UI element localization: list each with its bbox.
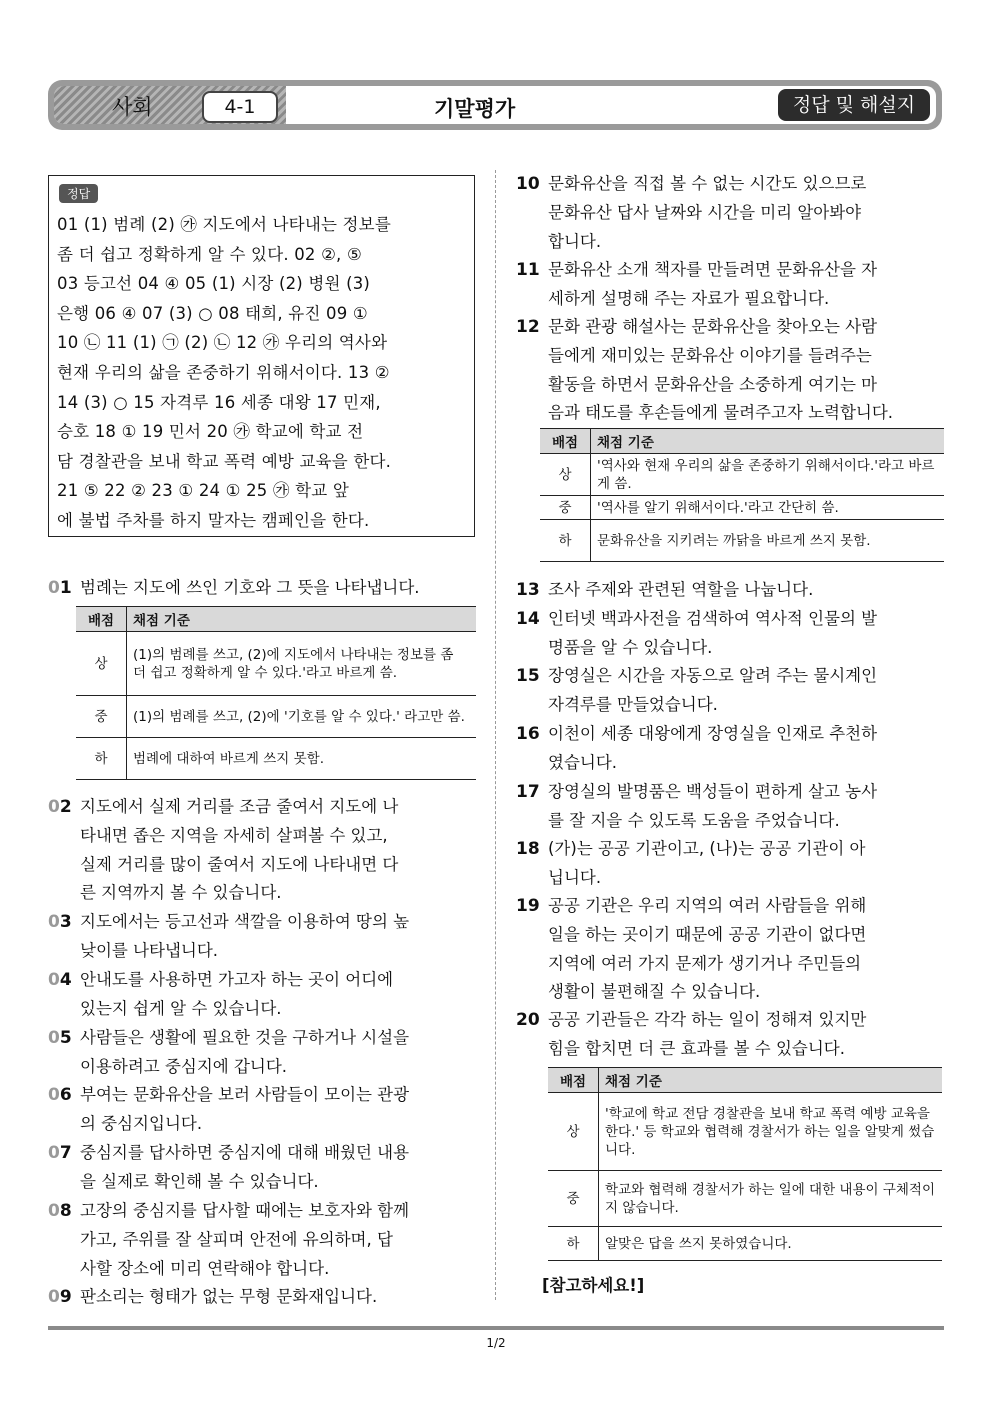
explanation-line: 세하게 설명해 주는 자료가 필요합니다. (548, 288, 830, 308)
explanation-line: 범례는 지도에 쓰인 기호와 그 뜻을 나타냅니다. (80, 578, 420, 597)
answer-tag: 정답 (59, 184, 98, 203)
explanation-line: 일을 하는 곳이기 때문에 공공 기관이 없다면 (548, 924, 867, 944)
explanation-line: 공공 기관들은 각각 하는 일이 정해져 있지만 (548, 1010, 867, 1029)
explanation-19 (516, 892, 946, 1007)
explanation-10 (516, 170, 946, 256)
explanation-line: 있는지 쉽게 알 수 있습니다. (80, 998, 282, 1018)
column-divider (495, 170, 496, 1300)
answer-line: 03 등고선 04 ④ 05 (1) 시장 (2) 병원 (3) (57, 274, 371, 294)
explanation-14 (516, 605, 946, 663)
rubric-grade: 중 (76, 696, 127, 738)
footer-rule (48, 1326, 944, 1330)
answer-line: 좀 더 쉽고 정확하게 알 수 있다. 02 ②, ⑤ (57, 244, 362, 264)
answer-line: 은행 06 ④ 07 (3) ○ 08 태희, 유진 09 ① (57, 303, 368, 323)
rubric-grade: 중 (540, 496, 591, 520)
reference-note: [참고하세요!] (542, 1276, 645, 1295)
explanation-line: 자격루를 만들었습니다. (548, 694, 718, 714)
explanation-line: 낮이를 나타냅니다. (80, 940, 219, 960)
explanation-18 (516, 835, 946, 893)
explanation-line: 고장의 중심지를 답사할 때에는 보호자와 함께 (80, 1201, 410, 1220)
rubric-header-grade: 배점 (540, 429, 591, 454)
rubric-grade: 하 (540, 520, 591, 562)
rubric-grade: 하 (548, 1227, 599, 1261)
explanation-line: 문화유산 소개 책자를 만들려면 문화유산을 자 (548, 260, 878, 279)
header-subject-panel (54, 86, 286, 124)
page-number: 1/2 (486, 1336, 506, 1350)
item-number: 09 (48, 1287, 72, 1307)
explanation-line: 지도에서 실제 거리를 조금 줄여서 지도에 나 (80, 797, 399, 816)
explanation-line: 을 실제로 확인해 볼 수 있습니다. (80, 1171, 319, 1191)
subject-label: 사회 (112, 95, 153, 119)
explanation-line: 문화유산을 직접 볼 수 없는 시간도 있으므로 (548, 174, 867, 193)
explanation-line: 인터넷 백과사전을 검색하여 역사적 인물의 발 (548, 609, 878, 628)
explanation-line: 들에게 재미있는 문화유산 이야기를 들려주는 (548, 345, 872, 365)
explanation-line: 이천이 세종 대왕에게 장영실을 인재로 추천하 (548, 724, 878, 743)
explanation-02 (48, 793, 478, 908)
rubric-criteria: (1)의 범례를 쓰고, (2)에 지도에서 나타내는 정보를 좀 더 쉽고 정확하게 알 수 있다.'라고 바르게 씀. (127, 632, 477, 696)
explanation-line: 활동을 하면서 문화유산을 소중하게 여기는 마 (548, 374, 878, 394)
explanation-line: 이용하려고 중심지에 갑니다. (80, 1056, 288, 1076)
explanation-line: 사할 장소에 미리 연락해야 합니다. (80, 1258, 330, 1278)
rubric-table-01 (76, 606, 476, 780)
explanation-line: 생활이 불편해질 수 있습니다. (548, 982, 761, 1002)
item-number: 18 (516, 839, 540, 859)
rubric-grade: 상 (76, 632, 127, 696)
explanation-20 (516, 1006, 946, 1064)
item-number: 02 (48, 797, 72, 817)
explanation-08 (48, 1197, 478, 1283)
rubric-header-criteria: 채점 기준 (127, 607, 477, 632)
item-number: 08 (48, 1201, 72, 1221)
answer-line: 현재 우리의 삶을 존중하기 위해서이다. 13 ② (57, 362, 390, 382)
explanation-line: 장영실의 발명품은 백성들이 편하게 살고 농사 (548, 782, 878, 801)
explanation-line: (가)는 공공 기관이고, (나)는 공공 기관이 아 (548, 839, 866, 858)
header-bar (48, 80, 942, 130)
explanation-line: 부여는 문화유산을 보러 사람들이 모이는 관광 (80, 1085, 410, 1104)
answer-line: 에 불법 주차를 하지 말자는 캠페인을 한다. (57, 510, 370, 530)
rubric-criteria: (1)의 범례를 쓰고, (2)에 '기호를 알 수 있다.' 라고만 씀. (127, 696, 477, 738)
page-title: 기말평가 (434, 97, 516, 121)
explanation-line: 명품을 알 수 있습니다. (548, 637, 713, 657)
explanation-line: 닙니다. (548, 867, 602, 887)
explanation-line: 지역에 여러 가지 문제가 생기거나 주민들의 (548, 953, 862, 973)
rubric-criteria: '역사와 현재 우리의 삶을 존중하기 위해서이다.'라고 바르게 씀. (591, 454, 945, 496)
explanation-11 (516, 256, 946, 314)
explanation-07 (48, 1139, 478, 1197)
rubric-grade: 상 (548, 1093, 599, 1171)
rubric-header-criteria: 채점 기준 (591, 429, 945, 454)
rubric-header-grade: 배점 (76, 607, 127, 632)
explanation-01 (48, 574, 478, 603)
explanation-line: 른 지역까지 볼 수 있습니다. (80, 883, 282, 903)
explanation-line: 가고, 주위를 잘 살피며 안전에 유의하며, 답 (80, 1229, 393, 1249)
rubric-criteria: 알맞은 답을 쓰지 못하였습니다. (599, 1227, 943, 1261)
explanation-16 (516, 720, 946, 778)
rubric-grade: 상 (540, 454, 591, 496)
rubric-grade: 하 (76, 738, 127, 780)
item-number: 01 (48, 578, 72, 598)
explanation-15 (516, 662, 946, 720)
explanation-09 (48, 1283, 478, 1312)
rubric-criteria: 문화유산을 지키려는 까닭을 바르게 쓰지 못함. (591, 520, 945, 562)
explanation-line: 공공 기관은 우리 지역의 여러 사람들을 위해 (548, 896, 867, 915)
answer-key-badge: 정답 및 해설지 (778, 89, 930, 121)
explanation-line: 사람들은 생활에 필요한 것을 구하거나 시설을 (80, 1028, 410, 1047)
rubric-grade: 중 (548, 1171, 599, 1227)
explanation-line: 타내면 좁은 지역을 자세히 살펴볼 수 있고, (80, 825, 388, 845)
item-number: 15 (516, 666, 540, 686)
explanation-line: 문화 관광 해설사는 문화유산을 찾아오는 사람 (548, 317, 878, 336)
item-number: 06 (48, 1085, 72, 1105)
explanation-line: 를 잘 지을 수 있도록 도움을 주었습니다. (548, 810, 840, 830)
item-number: 14 (516, 609, 540, 629)
unit-label: 4-1 (202, 91, 278, 123)
item-number: 11 (516, 260, 540, 280)
item-number: 04 (48, 970, 72, 990)
explanation-05 (48, 1024, 478, 1082)
explanation-line: 의 중심지입니다. (80, 1113, 203, 1133)
explanation-line: 중심지를 답사하면 중심지에 대해 배웠던 내용 (80, 1143, 410, 1162)
explanation-line: 문화유산 답사 날짜와 시간을 미리 알아봐야 (548, 202, 862, 222)
answer-line: 10 ㉡ 11 (1) ㉠ (2) ㉡ 12 ㉮ 우리의 역사와 (57, 333, 388, 353)
item-number: 17 (516, 782, 540, 802)
answer-line: 14 (3) ○ 15 자격루 16 세종 대왕 17 민재, (57, 392, 381, 412)
explanation-line: 음과 태도를 후손들에게 물려주고자 노력합니다. (548, 403, 894, 423)
item-number: 13 (516, 580, 540, 600)
explanation-line: 실제 거리를 많이 줄여서 지도에 나타내면 다 (80, 854, 399, 874)
rubric-header-criteria: 채점 기준 (599, 1068, 943, 1093)
item-number: 10 (516, 174, 540, 194)
explanation-04 (48, 966, 478, 1024)
explanation-line: 힘을 합치면 더 큰 효과를 볼 수 있습니다. (548, 1038, 845, 1058)
explanation-13 (516, 576, 946, 605)
rubric-table-12 (540, 428, 944, 562)
rubric-header-grade: 배점 (548, 1068, 599, 1093)
explanation-03 (48, 908, 478, 966)
explanation-line: 판소리는 형태가 없는 무형 문화재입니다. (80, 1287, 378, 1306)
answer-box (48, 175, 475, 537)
explanation-17 (516, 778, 946, 836)
answer-text (57, 210, 465, 536)
item-number: 20 (516, 1010, 540, 1030)
rubric-criteria: 학교와 협력해 경찰서가 하는 일에 대한 내용이 구체적이지 않습니다. (599, 1171, 943, 1227)
answer-line: 승호 18 ① 19 민서 20 ㉮ 학교에 학교 전 (57, 422, 364, 442)
rubric-criteria: '역사를 알기 위해서이다.'라고 간단히 씀. (591, 496, 945, 520)
rubric-table-20 (548, 1067, 942, 1261)
header-inner (54, 86, 936, 124)
item-number: 07 (48, 1143, 72, 1163)
explanation-line: 안내도를 사용하면 가고자 하는 곳이 어디에 (80, 970, 394, 989)
answer-line: 01 (1) 범례 (2) ㉮ 지도에서 나타내는 정보를 (57, 215, 391, 234)
rubric-criteria: 범례에 대하여 바르게 쓰지 못함. (127, 738, 477, 780)
rubric-criteria: '학교에 학교 전담 경찰관을 보내 학교 폭력 예방 교육을 한다.' 등 학교와 협력해 경찰서가 하는 일을 알맞게 썼습니다. (599, 1093, 943, 1171)
item-number: 12 (516, 317, 540, 337)
explanation-12 (516, 313, 946, 428)
item-number: 16 (516, 724, 540, 744)
answer-line: 담 경찰관을 보내 학교 폭력 예방 교육을 한다. (57, 451, 392, 471)
explanation-line: 장영실은 시간을 자동으로 알려 주는 물시계인 (548, 666, 878, 685)
item-number: 05 (48, 1028, 72, 1048)
explanation-line: 합니다. (548, 231, 602, 251)
explanation-line: 조사 주제와 관련된 역할을 나눕니다. (548, 580, 814, 599)
answer-line: 21 ⑤ 22 ② 23 ① 24 ① 25 ㉮ 학교 앞 (57, 481, 349, 501)
explanation-06 (48, 1081, 478, 1139)
explanation-line: 였습니다. (548, 752, 618, 772)
item-number: 19 (516, 896, 540, 916)
item-number: 03 (48, 912, 72, 932)
explanation-line: 지도에서는 등고선과 색깔을 이용하여 땅의 높 (80, 912, 410, 931)
